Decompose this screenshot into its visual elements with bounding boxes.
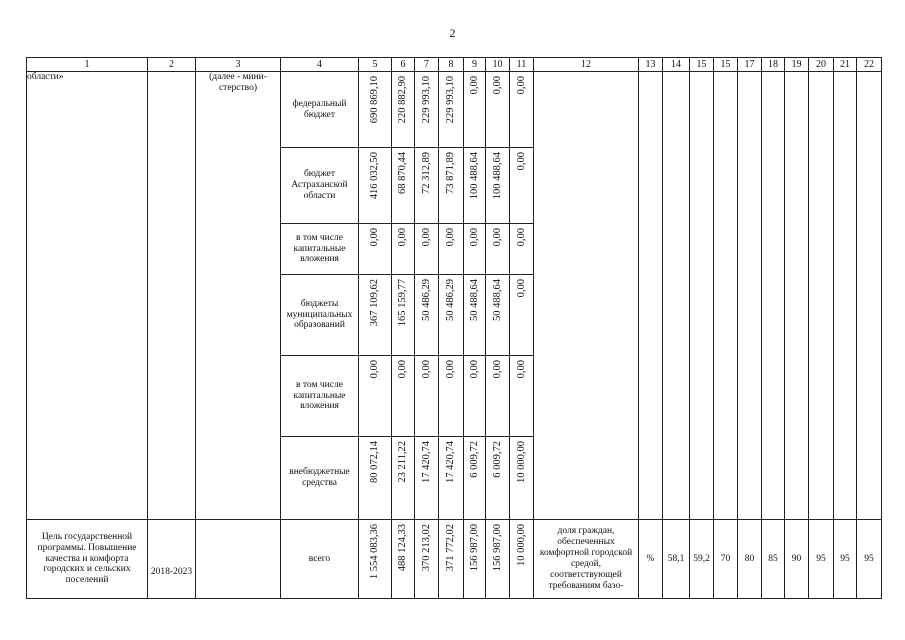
amount-value: 0,00 [491, 228, 503, 247]
funding-source-label: в том числе капитальные вложения [281, 356, 359, 437]
amount-cell [486, 224, 510, 275]
amount-cell [359, 520, 392, 599]
amount-cell [510, 520, 534, 599]
column-number: 3 [196, 58, 281, 72]
column-number: 22 [857, 58, 882, 72]
amount-value: 156 987,00 [468, 524, 480, 572]
amount-value: 0,00 [468, 228, 480, 247]
amount-cell [415, 356, 439, 437]
indicator-name-cell [534, 72, 639, 520]
column-number: 14 [663, 58, 690, 72]
column-number: 20 [809, 58, 834, 72]
column-number: 17 [738, 58, 762, 72]
amount-cell [359, 275, 392, 356]
amount-value: 0,00 [368, 228, 380, 247]
amount-value: 0,00 [396, 228, 408, 247]
source-row [27, 72, 882, 148]
amount-cell [439, 72, 464, 148]
amount-value: 50 488,64 [468, 279, 480, 321]
amount-value: 1 554 083,36 [368, 524, 380, 580]
indicator-unit: % [639, 520, 663, 599]
amount-value: 156 987,00 [491, 524, 503, 572]
column-number: 5 [359, 58, 392, 72]
amount-cell [486, 148, 510, 224]
column-number: 4 [281, 58, 359, 72]
amount-value: 0,00 [368, 360, 380, 379]
amount-cell [439, 437, 464, 520]
amount-cell [415, 72, 439, 148]
amount-cell [359, 356, 392, 437]
amount-cell [392, 275, 415, 356]
amount-cell [439, 520, 464, 599]
amount-cell [486, 275, 510, 356]
indicator-value-cell [834, 72, 857, 520]
amount-cell [415, 275, 439, 356]
amount-value: 488 124,33 [396, 524, 408, 572]
indicator-value-cell [690, 72, 714, 520]
executor-cell: (далее - мини-стерство) [196, 72, 281, 520]
amount-cell [510, 224, 534, 275]
amount-value: 100 488,64 [468, 152, 480, 200]
goal-row [27, 520, 882, 599]
amount-cell [415, 148, 439, 224]
indicator-value-cell [714, 72, 738, 520]
amount-value: 73 871,89 [444, 152, 456, 194]
amount-cell [464, 224, 486, 275]
amount-value: 80 072,14 [368, 441, 380, 483]
indicator-value-cell [857, 72, 882, 520]
amount-value: 6 009,72 [468, 441, 480, 478]
column-number: 19 [785, 58, 809, 72]
goal-source-label: всего [281, 520, 359, 599]
indicator-value-cell [809, 72, 834, 520]
amount-value: 0,00 [468, 360, 480, 379]
amount-value: 0,00 [491, 360, 503, 379]
program-table [26, 57, 882, 599]
amount-cell [464, 72, 486, 148]
amount-cell [439, 275, 464, 356]
amount-value: 0,00 [444, 228, 456, 247]
amount-value: 10 000,00 [515, 524, 527, 566]
goal-name-continuation: области» [27, 72, 148, 520]
amount-value: 165 159,77 [396, 279, 408, 327]
amount-cell [464, 520, 486, 599]
amount-value: 229 993,10 [444, 76, 456, 124]
column-number: 13 [639, 58, 663, 72]
indicator-value-cell [785, 72, 809, 520]
indicator-value-cell [738, 72, 762, 520]
amount-cell [486, 437, 510, 520]
amount-value: 0,00 [515, 76, 527, 95]
amount-value: 0,00 [515, 228, 527, 247]
indicator-value: 90 [785, 520, 809, 599]
amount-value: 0,00 [468, 76, 480, 95]
amount-value: 50 488,64 [491, 279, 503, 321]
page-number: 2 [449, 26, 456, 40]
amount-value: 367 109,62 [368, 279, 380, 327]
amount-value: 0,00 [420, 228, 432, 247]
amount-cell [510, 72, 534, 148]
amount-value: 72 312,89 [420, 152, 432, 194]
amount-value: 690 869,10 [368, 76, 380, 124]
amount-value: 23 211,22 [396, 441, 408, 483]
funding-source-label: в том числе капитальные вложения [281, 224, 359, 275]
indicator-value-cell [663, 72, 690, 520]
amount-cell [439, 224, 464, 275]
amount-cell [464, 148, 486, 224]
amount-cell [392, 356, 415, 437]
column-number: 1 [27, 58, 148, 72]
amount-value: 6 009,72 [491, 441, 503, 478]
column-number: 11 [510, 58, 534, 72]
indicator-value-cell [639, 72, 663, 520]
amount-value: 0,00 [420, 360, 432, 379]
amount-cell [359, 224, 392, 275]
amount-value: 0,00 [515, 152, 527, 171]
amount-cell [359, 437, 392, 520]
amount-cell [359, 72, 392, 148]
amount-cell [510, 356, 534, 437]
amount-value: 17 420,74 [420, 441, 432, 483]
indicator-value-cell [762, 72, 785, 520]
column-number: 9 [464, 58, 486, 72]
amount-value: 10 000,00 [515, 441, 527, 483]
amount-value: 50 486,29 [420, 279, 432, 321]
amount-cell [392, 437, 415, 520]
amount-cell [464, 356, 486, 437]
amount-value: 229 993,10 [420, 76, 432, 124]
amount-cell [392, 224, 415, 275]
amount-cell [439, 356, 464, 437]
indicator-value: 95 [834, 520, 857, 599]
column-number: 12 [534, 58, 639, 72]
amount-cell [510, 275, 534, 356]
column-number: 8 [439, 58, 464, 72]
column-number: 15 [690, 58, 714, 72]
goal-period: 2018-2023 [148, 520, 196, 599]
amount-cell [486, 356, 510, 437]
amount-value: 100 488,64 [491, 152, 503, 200]
indicator-name: доля граждан, обеспеченных комфортной городской средой, соответствующей требованиям базо- [534, 520, 639, 599]
goal-executor [196, 520, 281, 599]
amount-cell [415, 520, 439, 599]
indicator-value: 58,1 [663, 520, 690, 599]
amount-cell [510, 437, 534, 520]
amount-value: 0,00 [491, 76, 503, 95]
funding-source-label: федеральный бюджет [281, 72, 359, 148]
funding-source-label: бюджет Астраханской области [281, 148, 359, 224]
amount-cell [392, 520, 415, 599]
amount-value: 17 420,74 [444, 441, 456, 483]
amount-cell [464, 275, 486, 356]
amount-cell [392, 148, 415, 224]
amount-value: 371 772,02 [444, 524, 456, 572]
amount-value: 370 213,02 [420, 524, 432, 572]
amount-cell [486, 72, 510, 148]
indicator-value: 95 [809, 520, 834, 599]
amount-value: 68 870,44 [396, 152, 408, 194]
indicator-value: 59,2 [690, 520, 714, 599]
funding-source-label: внебюджетные средства [281, 437, 359, 520]
goal-name: Цель государственной программы. Повышение качества и комфорта городских и сельских поселений [27, 520, 148, 599]
column-number: 2 [148, 58, 196, 72]
amount-cell [415, 437, 439, 520]
amount-cell [359, 148, 392, 224]
amount-value: 0,00 [396, 360, 408, 379]
amount-value: 0,00 [515, 360, 527, 379]
indicator-value: 85 [762, 520, 785, 599]
column-number: 21 [834, 58, 857, 72]
column-number: 7 [415, 58, 439, 72]
amount-cell [464, 437, 486, 520]
amount-value: 220 882,90 [396, 76, 408, 124]
column-number: 10 [486, 58, 510, 72]
amount-cell [439, 148, 464, 224]
amount-value: 0,00 [444, 360, 456, 379]
indicator-value: 70 [714, 520, 738, 599]
amount-cell [486, 520, 510, 599]
column-number: 6 [392, 58, 415, 72]
funding-source-label: бюджеты муниципальных образований [281, 275, 359, 356]
amount-value: 0,00 [515, 279, 527, 298]
amount-cell [510, 148, 534, 224]
indicator-value: 95 [857, 520, 882, 599]
amount-cell [415, 224, 439, 275]
period-cell [148, 72, 196, 520]
amount-value: 50 486,29 [444, 279, 456, 321]
header-row [27, 58, 882, 72]
column-number: 18 [762, 58, 785, 72]
amount-cell [392, 72, 415, 148]
column-number: 15 [714, 58, 738, 72]
indicator-value: 80 [738, 520, 762, 599]
amount-value: 416 032,50 [368, 152, 380, 200]
